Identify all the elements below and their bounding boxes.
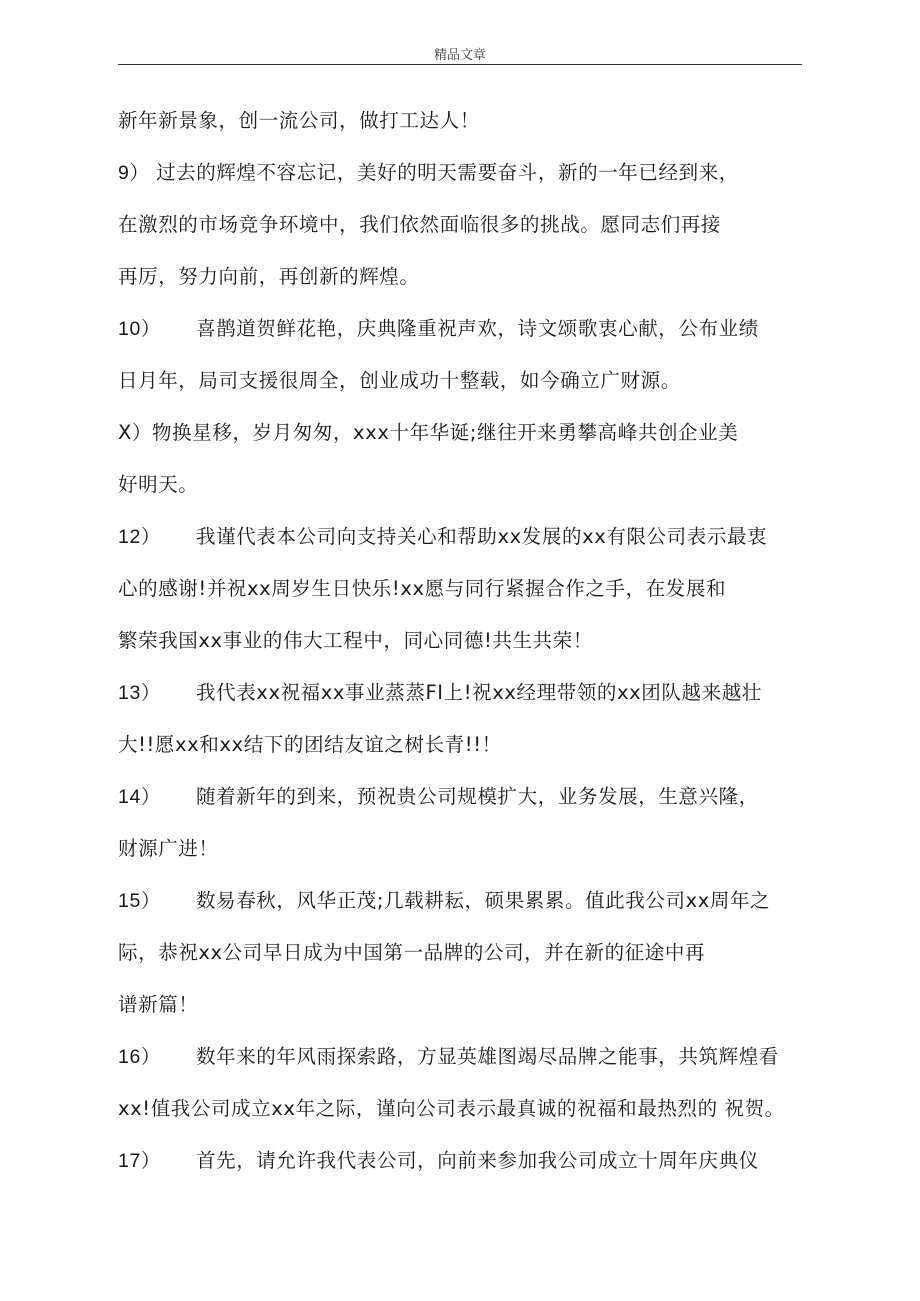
item-number: 17）	[118, 1150, 161, 1172]
header-title: 精品文章	[433, 48, 486, 63]
text-line	[118, 468, 808, 520]
text-line	[118, 624, 808, 676]
item-number: 10）	[118, 318, 161, 340]
line-text: 随着新年的到来，预祝贵公司规模扩大，业务发展，生意兴隆，	[196, 785, 759, 808]
line-text: 再厉，努力向前，再创新的辉煌。	[118, 265, 420, 288]
line-text: 繁荣我国xx事业的伟大工程中，同心同德!共生共荣！	[118, 629, 593, 652]
item-number: 15）	[118, 890, 161, 912]
line-text: 好明天。	[118, 473, 199, 496]
text-line	[118, 988, 808, 1040]
item-number: 13）	[118, 682, 161, 704]
page-header	[118, 40, 802, 65]
line-text: 日月年，局司支援很周全，创业成功十整载，如今确立广财源。	[118, 369, 681, 392]
text-line	[118, 416, 808, 468]
line-text: X）物换星移，岁月匆匆，xxx十年华诞;继往开来勇攀高峰共创企业美	[118, 421, 739, 444]
text-line	[118, 260, 808, 312]
line-text: 大!!愿xx和xx结下的团结友谊之树长青!!！	[118, 733, 502, 756]
text-line	[118, 884, 808, 936]
line-text: 在激烈的市场竞争环境中，我们依然面临很多的挑战。愿同志们再接	[118, 213, 722, 236]
text-line	[118, 832, 808, 884]
text-line	[118, 1040, 808, 1092]
line-text: 心的感谢!并祝xx周岁生日快乐!xx愿与同行紧握合作之手，在发展和	[118, 577, 727, 600]
text-line	[118, 520, 808, 572]
line-text: 谱新篇！	[118, 993, 199, 1016]
text-line	[118, 728, 808, 780]
line-text: 财源广进！	[118, 837, 219, 860]
line-text: 际，恭祝xx公司早日成为中国第一品牌的公司，并在新的征途中再	[118, 941, 706, 964]
text-line	[118, 104, 808, 156]
line-text: 新年新景象，创一流公司，做打工达人！	[118, 109, 480, 132]
line-text: 首先，请允许我代表公司，向前来参加我公司成立十周年庆典仪	[196, 1149, 759, 1172]
text-line	[118, 156, 808, 208]
text-line	[118, 676, 808, 728]
line-text: 我代表xx祝福xx事业蒸蒸FI上!祝xx经理带领的xx团队越来越壮	[196, 681, 762, 704]
text-line	[118, 208, 808, 260]
line-text: 数易春秋，风华正茂;几载耕耘，硕果累累。值此我公司xx周年之	[196, 889, 771, 912]
text-line	[118, 572, 808, 624]
text-line	[118, 312, 808, 364]
text-line	[118, 1144, 808, 1196]
item-number: 14）	[118, 786, 161, 808]
line-text: 喜鹊道贺鲜花艳，庆典隆重祝声欢，诗文颂歌衷心献，公布业绩	[196, 317, 759, 340]
line-text: 过去的辉煌不容忘记，美好的明天需要奋斗，新的一年已经到来，	[156, 161, 739, 184]
text-line	[118, 1092, 808, 1144]
item-number: 12）	[118, 526, 161, 548]
text-line	[118, 936, 808, 988]
line-text: 数年来的年风雨探索路，方显英雄图竭尽品牌之能事，共筑辉煌看	[196, 1045, 779, 1068]
item-number: 9）	[118, 162, 150, 184]
line-text: 我谨代表本公司向支持关心和帮助xx发展的xx有限公司表示最衷	[196, 525, 768, 548]
text-line	[118, 364, 808, 416]
line-text: xx!值我公司成立xx年之际，谨向公司表示最真诚的祝福和最热烈的 祝贺。	[118, 1097, 785, 1120]
item-number: 16）	[118, 1046, 161, 1068]
text-line	[118, 780, 808, 832]
document-body	[118, 104, 808, 1196]
